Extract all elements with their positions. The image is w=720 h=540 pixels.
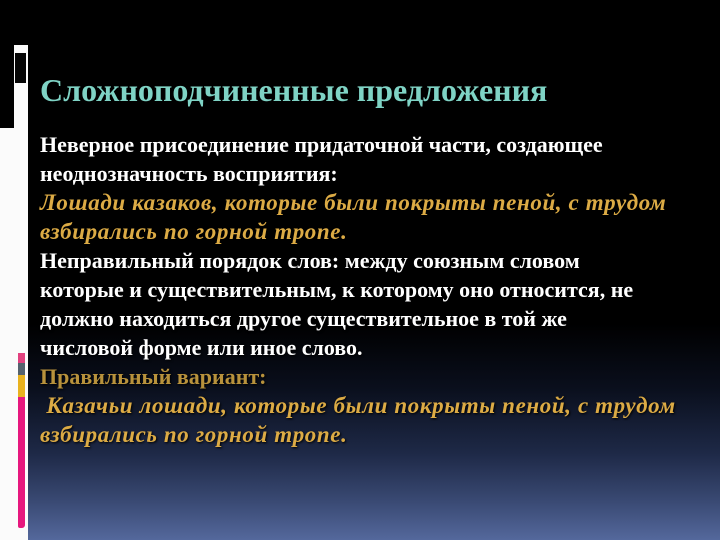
slide-body (40, 130, 676, 449)
decorative-yellow-bar (18, 375, 25, 397)
example-line-2: взбирались по горной тропе. (40, 219, 348, 244)
decorative-magenta-bar (18, 397, 25, 528)
body-line-6: числовой форме или иное слово. (40, 335, 363, 360)
body-line-5: должно находиться другое существительное в той же (40, 306, 567, 331)
body-line-3: Неправильный порядок слов: между союзным словом (40, 248, 580, 273)
slide-surface (28, 0, 720, 540)
body-line-4: которые и существительным, к которому оно относится, не (40, 277, 634, 302)
page-left-margin (0, 128, 14, 540)
body-line-1: Неверное присоединение придаточной части, создающее (40, 132, 603, 157)
slide-title: Сложноподчиненные предложения (40, 72, 548, 108)
correct-example-line-1: Казачьи лошади, которые были покрыты пеной, с трудом (40, 393, 676, 418)
example-line-1: Лошади казаков, которые были покрыты пеной, с трудом (40, 190, 667, 215)
decorative-black-square (15, 53, 26, 83)
correct-variant-label: Правильный вариант: (40, 364, 267, 389)
decorative-pink-bar (18, 353, 25, 363)
body-line-2: неоднозначность восприятия: (40, 161, 338, 186)
correct-example-line-2: взбирались по горной тропе. (40, 422, 348, 447)
decorative-gray-bar (18, 363, 25, 375)
